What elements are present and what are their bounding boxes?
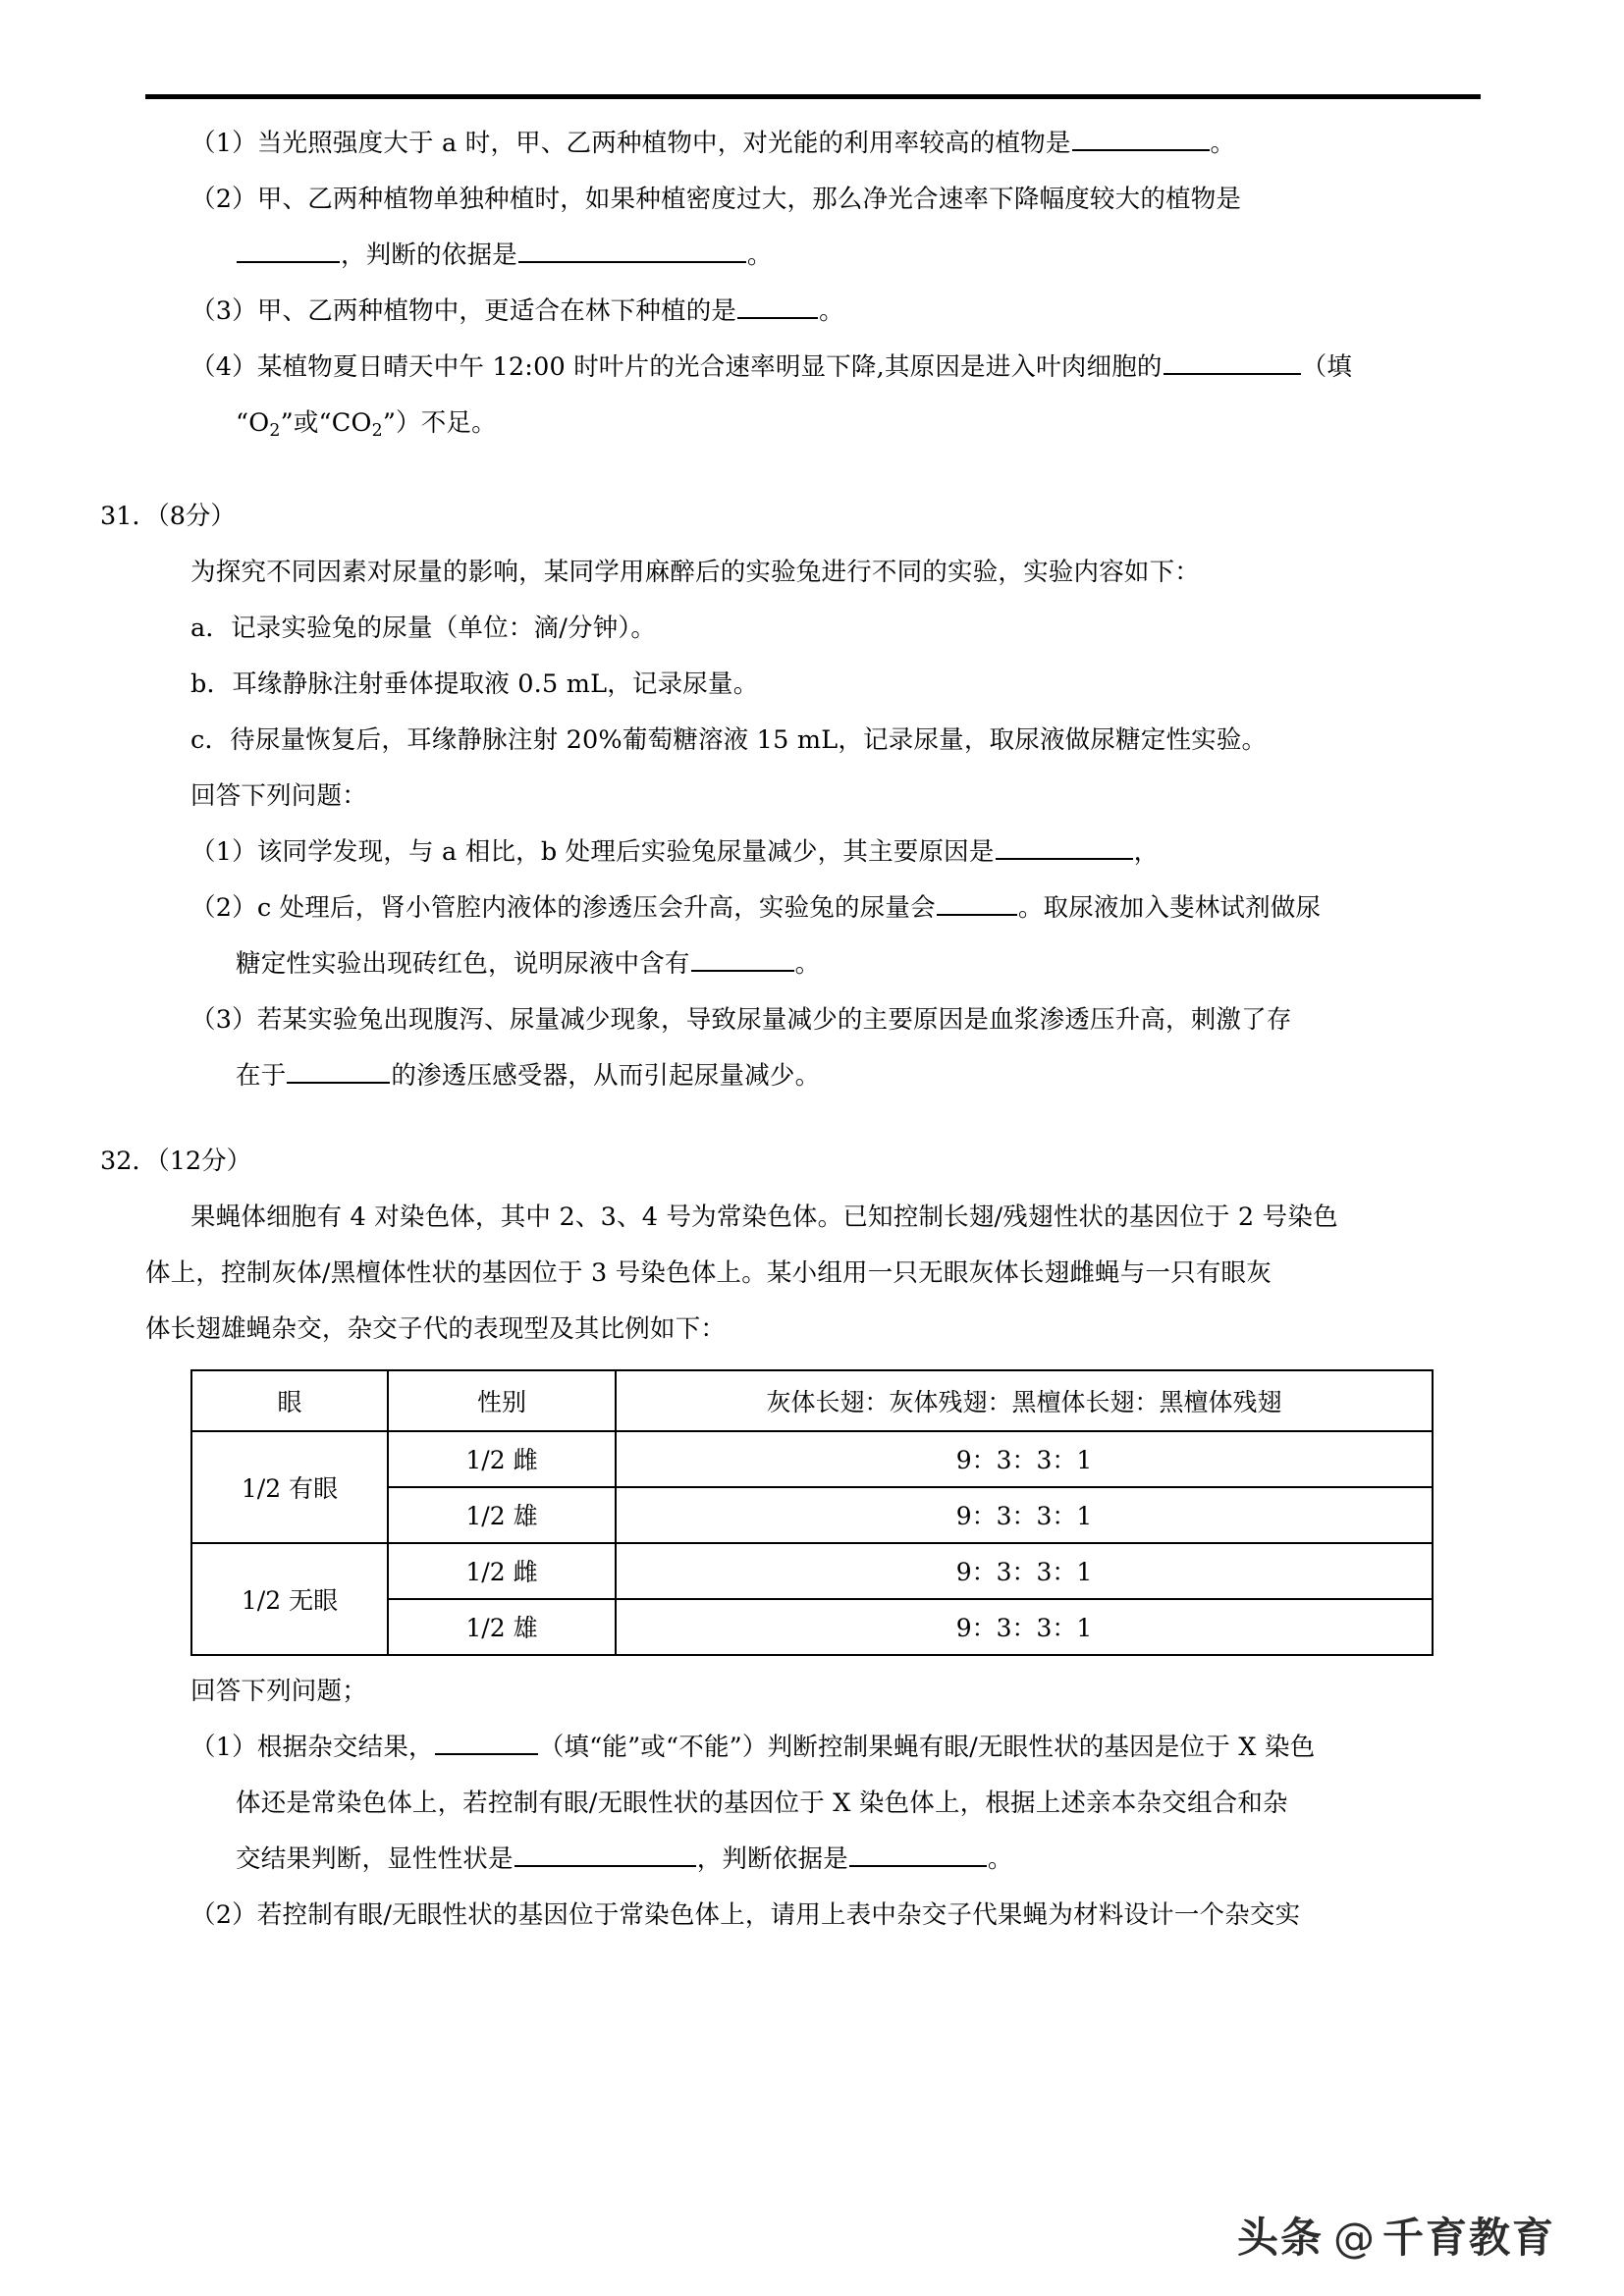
watermark-at-symbol: @ — [1332, 2214, 1377, 2262]
q32-answer-prompt — [145, 1664, 1481, 1720]
cell-sex: 1/2 雄 — [388, 1487, 616, 1543]
q31-item-2-line-2 — [145, 936, 1481, 992]
cell-ratio: 9：3：3：1 — [616, 1431, 1433, 1487]
q31-item-2-line-1 — [145, 881, 1481, 936]
q31-number: 31． — [100, 501, 157, 531]
q32-item-1-line-3 — [145, 1832, 1481, 1888]
table-header-row — [191, 1370, 1433, 1431]
q31-answer-prompt — [145, 769, 1481, 825]
question-30-continued — [145, 116, 1481, 459]
q30-o2-open: “O — [236, 408, 270, 438]
q30-item-2-line-1 — [145, 172, 1481, 228]
q31-step-c-text: c．待尿量恢复后，耳缘静脉注射 20%葡萄糖溶液 15 mL，记录尿量，取尿液做尿糖定性实验。 — [190, 724, 1268, 755]
answer-blank[interactable] — [514, 1839, 696, 1867]
q31-heading — [100, 489, 1481, 545]
q31-points: （8分） — [156, 501, 236, 531]
cell-ratio: 9：3：3：1 — [616, 1487, 1433, 1543]
q31-stem — [145, 545, 1481, 601]
answer-blank[interactable] — [737, 291, 818, 319]
question-31 — [100, 489, 1481, 1104]
q31-step-c — [145, 713, 1481, 769]
q32-item-1-text-2: 体还是常染色体上，若控制有眼/无眼性状的基因位于 X 染色体上，根据上述亲本杂交组合和杂 — [236, 1788, 1288, 1818]
q32-item-1-prefix: （1）根据杂交结果， — [190, 1732, 434, 1762]
q31-item-1-comma: ， — [1133, 836, 1160, 867]
table-head — [191, 1370, 1433, 1431]
q32-number: 32． — [100, 1146, 157, 1176]
q31-item-2-period: 。 — [794, 948, 821, 979]
q31-item-3-line-1 — [145, 992, 1481, 1048]
q32-item-1-mid: ，判断依据是 — [696, 1843, 848, 1874]
q31-item-2-text: （2）c 处理后，肾小管腔内液体的渗透压会升高，实验兔的尿量会 — [190, 892, 936, 923]
col-header-eye: 眼 — [191, 1370, 388, 1431]
answer-blank[interactable] — [937, 887, 1017, 916]
watermark — [1237, 2206, 1555, 2265]
q32-stem-line-3 — [145, 1302, 1481, 1358]
q31-item-1 — [145, 825, 1481, 881]
q32-stem-text-1: 果蝇体细胞有 4 对染色体，其中 2、3、4 号为常染色体。已知控制长翅/残翅性状的基因位于 2 号染色 — [190, 1201, 1338, 1232]
watermark-platform: 头条 — [1236, 2214, 1324, 2262]
q31-stem-text: 为探究不同因素对尿量的影响，某同学用麻醉后的实验兔进行不同的实验，实验内容如下： — [190, 557, 1201, 587]
cell-sex: 1/2 雌 — [388, 1543, 616, 1599]
col-header-sex: 性别 — [388, 1370, 616, 1431]
answer-blank[interactable] — [518, 235, 746, 263]
cell-ratio: 9：3：3：1 — [616, 1599, 1433, 1655]
q30-item-2-line-2 — [145, 228, 1481, 284]
q32-points: （12分） — [156, 1146, 252, 1176]
table-row — [191, 1543, 1433, 1599]
q30-item-3-text: （3）甲、乙两种植物中，更适合在林下种植的是 — [190, 296, 737, 326]
q32-answer-prompt-text: 回答下列问题； — [190, 1676, 367, 1706]
q32-stem-text-3: 体长翅雄蝇杂交，杂交子代的表现型及其比例如下： — [145, 1313, 727, 1344]
q31-item-2-text-2: 糖定性实验出现砖红色，说明尿液中含有 — [236, 948, 690, 979]
answer-blank[interactable] — [237, 235, 340, 263]
col-header-ratio: 灰体长翅：灰体残翅：黑檀体长翅：黑檀体残翅 — [616, 1370, 1433, 1431]
question-32 — [100, 1134, 1481, 1944]
cell-sex: 1/2 雄 — [388, 1599, 616, 1655]
q32-heading — [100, 1134, 1481, 1190]
watermark-account: 千育教育 — [1381, 2214, 1555, 2262]
q30-item-4-fill-open: （填 — [1301, 352, 1353, 382]
page-content — [100, 94, 1481, 1944]
q31-item-3-line-2 — [145, 1048, 1481, 1104]
q31-item-3-prefix: 在于 — [236, 1060, 287, 1091]
q30-item-4-line-2 — [145, 396, 1481, 459]
q30-item-2-mid: ，判断的依据是 — [341, 240, 517, 270]
answer-blank[interactable] — [691, 943, 794, 972]
cell-ratio: 9：3：3：1 — [616, 1543, 1433, 1599]
answer-blank[interactable] — [1164, 347, 1301, 375]
q30-item-1-period: 。 — [1210, 129, 1236, 158]
q31-step-b-text: b．耳缘静脉注射垂体提取液 0.5 mL，记录尿量。 — [190, 668, 759, 699]
q31-item-2-mid: 。取尿液加入斐林试剂做尿 — [1017, 892, 1322, 923]
cross-results-table-wrap — [145, 1369, 1481, 1656]
q30-o2-subscript: 2 — [269, 420, 281, 441]
answer-blank[interactable] — [1072, 123, 1210, 151]
q32-item-2-text: （2）若控制有眼/无眼性状的基因位于常染色体上，请用上表中杂交子代果蝇为材料设计一个杂交实 — [190, 1899, 1301, 1930]
q32-item-1-line-2 — [145, 1776, 1481, 1832]
answer-blank[interactable] — [996, 831, 1133, 860]
q30-co2-open: ”或“CO — [280, 408, 372, 438]
cell-sex: 1/2 雌 — [388, 1431, 616, 1487]
table-row — [191, 1431, 1433, 1487]
q31-step-a — [145, 601, 1481, 657]
q30-item-1-text: （1）当光照强度大于 a 时，甲、乙两种植物中，对光能的利用率较高的植物是 — [190, 129, 1071, 158]
q30-item-4-text: （4）某植物夏日晴天中午 12:00 时叶片的光合速率明显下降,其原因是进入叶肉细胞的 — [190, 352, 1163, 382]
q32-item-1-period: 。 — [987, 1843, 1013, 1874]
cell-eye-group: 1/2 有眼 — [191, 1431, 388, 1543]
answer-blank[interactable] — [287, 1055, 390, 1084]
cell-eye-group: 1/2 无眼 — [191, 1543, 388, 1655]
q32-stem-line-2 — [145, 1246, 1481, 1302]
q31-item-3-tail: 的渗透压感受器，从而引起尿量减少。 — [391, 1060, 821, 1091]
table-body — [191, 1431, 1433, 1655]
q30-item-1 — [145, 116, 1481, 172]
q30-item-4-line-1 — [145, 340, 1481, 396]
q30-item-4-tail: ”）不足。 — [382, 408, 497, 438]
q31-step-a-text: a．记录实验兔的尿量（单位：滴/分钟）。 — [190, 613, 657, 643]
q32-item-1-text: （填“能”或“不能”）判断控制果蝇有眼/无眼性状的基因是位于 X 染色 — [538, 1732, 1316, 1762]
q30-item-3 — [145, 284, 1481, 340]
q32-stem-text-2: 体上，控制灰体/黑檀体性状的基因位于 3 号染色体上。某小组用一只无眼灰体长翅雌蝇与一只有眼灰 — [145, 1257, 1272, 1288]
q30-co2-subscript: 2 — [371, 420, 383, 441]
q32-item-1-text-3: 交结果判断，显性性状是 — [236, 1843, 514, 1874]
q32-item-1-line-1 — [145, 1720, 1481, 1776]
q31-item-3-text: （3）若某实验兔出现腹泻、尿量减少现象，导致尿量减少的主要原因是血浆渗透压升高，刺激了存 — [190, 1004, 1292, 1035]
answer-blank[interactable] — [435, 1727, 538, 1755]
q32-stem-line-1 — [145, 1190, 1481, 1246]
cross-results-table — [190, 1369, 1434, 1656]
q30-item-3-period: 。 — [819, 296, 844, 326]
q32-item-2-line-1 — [145, 1888, 1481, 1944]
q30-item-2-period: 。 — [746, 240, 773, 270]
q31-answer-prompt-text: 回答下列问题： — [190, 780, 367, 811]
q31-step-b — [145, 657, 1481, 713]
q31-item-1-text: （1）该同学发现，与 a 相比，b 处理后实验兔尿量减少，其主要原因是 — [190, 836, 995, 867]
q30-item-2-text: （2）甲、乙两种植物单独种植时，如果种植密度过大，那么净光合速率下降幅度较大的植物是 — [190, 185, 1242, 214]
answer-blank[interactable] — [849, 1839, 987, 1867]
